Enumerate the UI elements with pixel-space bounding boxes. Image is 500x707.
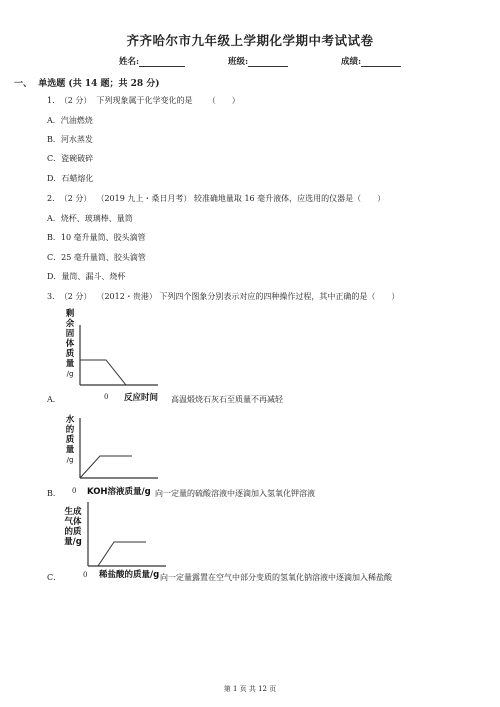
option-2b bbox=[47, 232, 146, 243]
ylabel-char: 体 bbox=[65, 339, 75, 349]
class-field bbox=[228, 55, 288, 67]
option-3c-letter: C． bbox=[47, 573, 62, 582]
ylabel-char: 质 bbox=[65, 349, 75, 359]
section-number: 一、 bbox=[14, 79, 33, 89]
ylabel-char: 的 bbox=[65, 425, 75, 435]
graph-c-xlabel: 稀盐酸的质量/g bbox=[99, 570, 160, 580]
name-field bbox=[119, 55, 185, 67]
option-3a-letter: A． bbox=[47, 395, 61, 404]
question-2 bbox=[47, 193, 385, 204]
question-stem: 较准确地量取 16 毫升液体，应选用的仪器是（ ） bbox=[193, 194, 386, 203]
ylabel-char: 水 bbox=[65, 415, 75, 425]
graph-c-plot bbox=[86, 502, 166, 568]
question-number: 1. bbox=[47, 96, 55, 105]
page-title: 齐齐哈尔市九年级上学期化学期中考试试卷 bbox=[126, 33, 374, 48]
class-label: 班级: bbox=[228, 57, 249, 67]
curve bbox=[98, 542, 146, 566]
option-letter: D． bbox=[47, 272, 62, 281]
name-label: 姓名: bbox=[119, 57, 140, 67]
question-number: 2. bbox=[47, 194, 55, 203]
ylabel-char: 的质 bbox=[64, 527, 82, 537]
graph-b-ylabel bbox=[63, 415, 77, 465]
question-stem: 下列现象属于化学变化的是 bbox=[96, 96, 193, 105]
question-score: （2 分） bbox=[59, 194, 92, 203]
option-2a bbox=[47, 213, 133, 224]
curve bbox=[80, 360, 126, 385]
option-text: 河水蒸发 bbox=[60, 135, 93, 144]
option-text: 量筒、漏斗、烧杯 bbox=[61, 272, 126, 281]
question-1 bbox=[47, 95, 240, 106]
graph-b-xlabel: KOH溶液质量/g bbox=[87, 487, 151, 497]
graph-c-ylabel bbox=[62, 507, 84, 547]
ylabel-char: /g bbox=[66, 456, 74, 464]
curve bbox=[80, 456, 132, 478]
ylabel-char: 生成 bbox=[64, 507, 82, 517]
ylabel-char: 量 bbox=[65, 445, 75, 455]
option-1b bbox=[47, 134, 93, 145]
question-score: （2 分） bbox=[59, 292, 92, 301]
answer-paren: （ ） bbox=[207, 96, 240, 105]
ylabel-char: 固 bbox=[65, 329, 75, 339]
option-1c bbox=[47, 153, 93, 164]
score-label: 成绩: bbox=[341, 57, 362, 67]
ylabel-char: 气体 bbox=[64, 517, 82, 527]
option-letter: A． bbox=[47, 116, 61, 125]
ylabel-char: 剩 bbox=[65, 309, 75, 319]
option-2c bbox=[47, 252, 146, 263]
question-number: 3. bbox=[47, 292, 55, 301]
question-source: （2012・贵港） bbox=[96, 292, 157, 301]
question-3 bbox=[47, 291, 399, 302]
question-stem: 下列四个图象分别表示对应的四种操作过程，其中正确的是（ ） bbox=[159, 292, 400, 301]
ylabel-char: 质 bbox=[65, 435, 75, 445]
option-letter: B． bbox=[47, 233, 61, 242]
page-footer: 第 1 页 共 12 页 bbox=[223, 685, 277, 693]
option-text: 汽油燃烧 bbox=[60, 116, 93, 125]
option-letter: C． bbox=[47, 253, 62, 262]
graph-b-origin: 0 bbox=[72, 487, 77, 495]
question-source: （2019 九上・桑日月考） bbox=[96, 194, 192, 203]
graph-a-origin: 0 bbox=[104, 393, 109, 401]
score-blank bbox=[361, 57, 401, 67]
option-1a bbox=[47, 115, 93, 126]
option-text: 瓷碗破碎 bbox=[61, 154, 94, 163]
option-3b-letter: B． bbox=[47, 489, 61, 498]
option-2d bbox=[47, 271, 125, 282]
class-blank bbox=[248, 57, 288, 67]
graph-a-plot bbox=[78, 325, 158, 387]
option-text: 烧杯、玻璃棒、量筒 bbox=[60, 214, 133, 223]
option-text: 25 毫升量筒、胶头滴管 bbox=[61, 253, 146, 262]
section-heading bbox=[14, 76, 160, 89]
option-3b-text: 向一定量的硫酸溶液中逐滴加入氢氧化钾溶液 bbox=[155, 489, 315, 498]
graph-a-xlabel: 反应时间 bbox=[124, 393, 159, 403]
score-field bbox=[341, 55, 401, 67]
ylabel-char: 余 bbox=[65, 319, 75, 329]
graph-a-ylabel bbox=[63, 309, 77, 379]
option-text: 10 毫升量筒、胶头滴管 bbox=[60, 233, 146, 242]
graph-c-origin: 0 bbox=[83, 571, 88, 579]
option-letter: D． bbox=[47, 174, 62, 183]
ylabel-char: 量/g bbox=[64, 537, 82, 547]
question-score: （2 分） bbox=[59, 96, 92, 105]
name-blank bbox=[139, 57, 185, 67]
option-3a-text: 高温煅烧石灰石至质量不再减轻 bbox=[171, 395, 283, 404]
option-letter: B． bbox=[47, 135, 61, 144]
option-letter: C． bbox=[47, 154, 62, 163]
ylabel-char: /g bbox=[66, 370, 74, 378]
section-label: 单选题 (共 14 题；共 28 分) bbox=[38, 79, 160, 89]
graph-b-plot bbox=[78, 418, 158, 480]
option-letter: A． bbox=[47, 214, 61, 223]
option-1d bbox=[47, 173, 93, 184]
option-3c-text: 向一定量露置在空气中部分变质的氢氧化钠溶液中逐滴加入稀盐酸 bbox=[160, 573, 392, 582]
option-text: 石蜡熔化 bbox=[61, 174, 94, 183]
ylabel-char: 量 bbox=[65, 359, 75, 369]
